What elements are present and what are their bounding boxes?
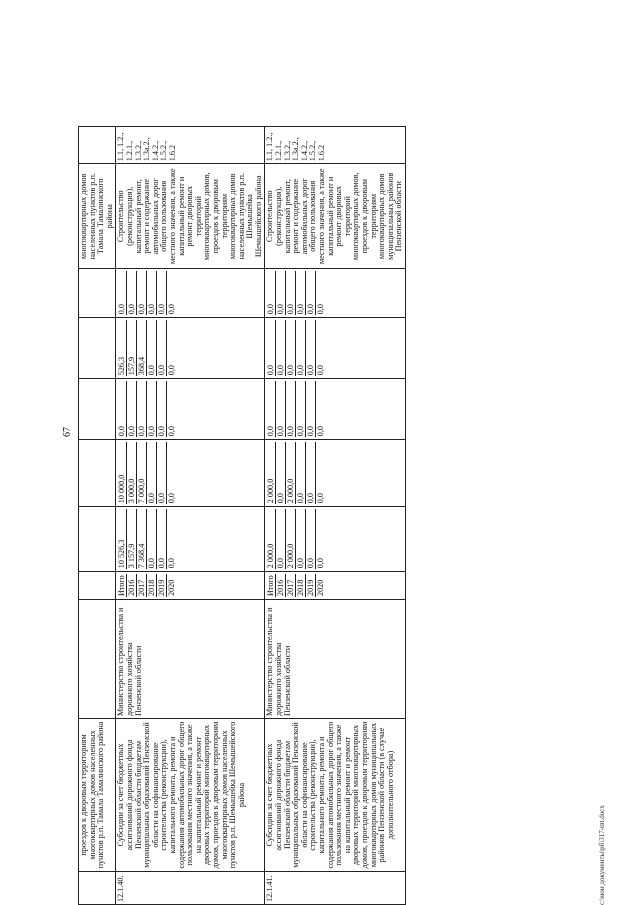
cell-value: 2017	[137, 574, 147, 597]
cell-value: 0,0	[137, 381, 147, 437]
row-col2	[265, 440, 406, 507]
continuation-row	[79, 127, 116, 905]
cell-value: 0,0	[147, 509, 157, 569]
cell-value: 0,0	[286, 271, 296, 315]
row-description: Строительство (реконструкция), капитальный ремонт, ремонт и содержание автомобильных дорог общего пользования местного значения, а также капитальный ремонт и ремонт дворовых территорий многоквартирных домов, проездов к дворовым территориям многоквартирных домов муниципальных районов Пензенской области	[265, 164, 406, 269]
cell-value: 0,0	[306, 381, 316, 437]
cell-value: 0,0	[266, 320, 276, 376]
continuation-desc: многоквартирных домов населенных пунктов р.п. Тамала Тамалинского района	[79, 164, 116, 269]
cell-value: 0,0	[117, 381, 127, 437]
row-responsible: Министерство строительства и дорожного хозяйства Пензенской области	[116, 600, 265, 719]
cell-value: 2017	[286, 574, 296, 597]
cell-value: 2018	[147, 574, 157, 597]
cell-value: 0,0	[286, 320, 296, 376]
cell-value: 7 000,0	[137, 442, 147, 504]
footer-file-path: c:\мои документы\рб\317-пп.docx	[598, 805, 606, 905]
cell-value: 0,0	[157, 381, 167, 437]
cell-value: 0,0	[276, 320, 286, 376]
row-col5	[265, 269, 406, 318]
cell-value: 0,0	[296, 442, 306, 504]
continuation-name: проездов к дворовым территориям многоквартирных домов населенных пунктов р.п. Тамала Тамалинского района	[79, 719, 116, 872]
cell-value: 0,0	[316, 365, 326, 376]
cell-value: 0,0	[147, 271, 157, 315]
cell-value: 368,4	[137, 320, 147, 376]
cell-value: 0,0	[316, 304, 326, 315]
row-number: 12.1.40.	[116, 872, 265, 905]
cell-value: 2018	[296, 574, 306, 597]
cell-value: 0,0	[127, 381, 137, 437]
cell-value: 0,0	[157, 442, 167, 504]
cell-value: 0,0	[276, 381, 286, 437]
cell-value: 0,0	[167, 304, 177, 315]
row-col3	[116, 379, 265, 440]
cell-value: 10 000,0	[117, 442, 127, 504]
cell-value: 3 157,9	[127, 509, 137, 569]
cell-value: 0,0	[276, 271, 286, 315]
cell-value: 0,0	[296, 381, 306, 437]
cell-value: 2 000,0	[266, 442, 276, 504]
cell-value: 0,0	[306, 320, 316, 376]
cell-value: 0,0	[147, 442, 157, 504]
row-years	[265, 572, 406, 600]
cell-value: 0,0	[266, 271, 276, 315]
cell-value: 0,0	[296, 271, 306, 315]
cell-value: 0,0	[157, 271, 167, 315]
cell-value: 0,0	[316, 426, 326, 437]
cell-value: 0,0	[306, 271, 316, 315]
cell-value: 0,0	[306, 509, 316, 569]
cell-value: 2019	[306, 574, 316, 597]
row-name: Субсидии за счет бюджетных ассигнований дорожного фонда Пензенской области бюджетам муниципальных образований Пензенской области на софинансирование строительства (реконструкции), капитального ремонта, ремонта и содержания автомобильных дорог общего пользования местного значения, а также на капитальный ремонт и ремонт дворовых территорий многоквартирных домов, проездов к дворовым территориям многоквартирных домов населенных пунктов р.п. Шемышейка Шемышейского района	[116, 719, 265, 872]
cell-value: Итого	[266, 575, 276, 596]
table-row	[116, 127, 265, 905]
row-years	[116, 572, 265, 600]
cell-value: 7 368,4	[137, 509, 147, 569]
cell-value: 526,3	[117, 320, 127, 376]
row-name: Субсидии за счет бюджетных ассигнований дорожного фонда Пензенской области бюджетам муниципальных образований Пензенской области на софинансирование строительства (реконструкции), капитального ремонта, ремонта и содержания автомобильных дорог общего пользования местного значения, а также на капитальный ремонт и ремонт дворовых территорий многоквартирных домов, проездов к дворовым территориям многоквартирных домов муниципальных районов Пензенской области (в случае дополнительного отбора)	[265, 719, 406, 872]
cell-value: 0,0	[157, 509, 167, 569]
cell-value: Итого	[117, 575, 127, 596]
page-number: 67	[62, 427, 73, 437]
row-col4	[116, 318, 265, 379]
cell-value: 2 000,0	[286, 509, 296, 569]
cell-value: 0,0	[167, 365, 177, 376]
cell-value: 0,0	[167, 426, 177, 437]
table-row	[265, 127, 406, 905]
cell-value: 0,0	[167, 493, 177, 504]
row-total	[116, 507, 265, 572]
cell-value: 2020	[316, 579, 326, 596]
cell-value: 2020	[167, 579, 177, 596]
row-number: 12.1.41.	[265, 872, 406, 905]
cell-value: 0,0	[127, 271, 137, 315]
row-total	[265, 507, 406, 572]
cell-value: 2016	[127, 574, 137, 597]
cell-value: 0,0	[306, 442, 316, 504]
cell-value: 0,0	[296, 320, 306, 376]
row-description: Строительство (реконструкция), капитальный ремонт, ремонт и содержание автомобильных дорог общего пользования местного значения, а также капитальный ремонт и ремонт дворовых территорий многоквартирных домов, проездов к дворовым территориям многоквартирных домов населенных пунктов р.п. Шемышейка Шемышейского района	[116, 164, 265, 269]
cell-value: 0,0	[296, 509, 306, 569]
cell-value: 0,0	[157, 320, 167, 376]
cell-value: 0,0	[117, 271, 127, 315]
row-codes: 1.1, 1.2., 1.2.1., 1.3.2., 1.3а.2., 1.4.2., 1.5.2., 1.6.2	[265, 127, 406, 164]
row-col3	[265, 379, 406, 440]
cell-value: 0,0	[147, 381, 157, 437]
cell-value: 0,0	[266, 381, 276, 437]
cell-value: 0,0	[316, 558, 326, 569]
program-table	[78, 126, 406, 905]
row-col2	[116, 440, 265, 507]
row-responsible: Министерство строительства и дорожного хозяйства Пензенской области	[265, 600, 406, 719]
cell-value: 3 000,0	[127, 442, 137, 504]
cell-value: 2016	[276, 574, 286, 597]
cell-value: 2 000,0	[266, 509, 276, 569]
row-col4	[265, 318, 406, 379]
row-codes: 1.1, 1.2., 1.2.1., 1.3.2., 1.3а.2., 1.4.2., 1.5.2., 1.6.2	[116, 127, 265, 164]
cell-value: 0,0	[276, 509, 286, 569]
cell-value: 10 526,3	[117, 509, 127, 569]
cell-value: 2019	[157, 574, 167, 597]
cell-value: 0,0	[316, 493, 326, 504]
cell-value: 2 000,0	[286, 442, 296, 504]
cell-value: 0,0	[137, 271, 147, 315]
cell-value: 0,0	[276, 442, 286, 504]
cell-value: 0,0	[147, 320, 157, 376]
cell-value: 0,0	[167, 558, 177, 569]
row-col5	[116, 269, 265, 318]
cell-value: 0,0	[286, 381, 296, 437]
cell-value: 157,9	[127, 320, 137, 376]
